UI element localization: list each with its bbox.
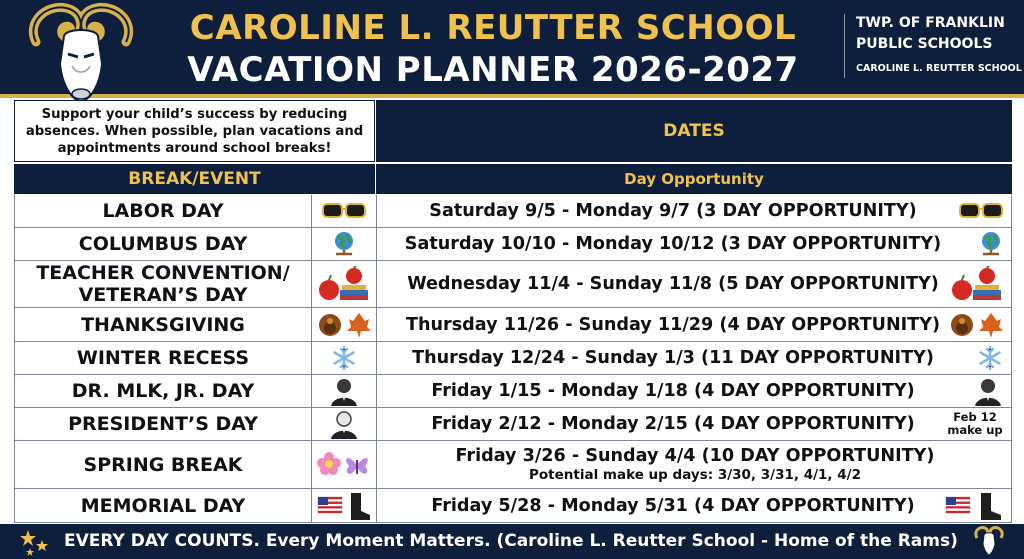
table-row — [14, 228, 1012, 261]
event-name: MEMORIAL DAY — [80, 494, 246, 517]
event-dates-text: Saturday 10/10 - Monday 10/12 (3 DAY OPPORTUNITY) — [404, 234, 942, 254]
sunglasses-icon — [311, 195, 376, 227]
flag-boot-icon — [311, 489, 376, 522]
event-name-line2: VETERAN’S DAY — [78, 284, 248, 306]
event-dates — [376, 375, 1013, 407]
event-dates — [376, 408, 1013, 440]
event-dates — [376, 228, 1013, 260]
header-vertical-divider — [844, 14, 845, 78]
snowflake-icon — [311, 342, 376, 374]
mlk-portrait-icon — [973, 376, 1003, 406]
district-school-line: CAROLINE L. REUTTER SCHOOL — [856, 63, 1022, 74]
district-name-line2: PUBLIC SCHOOLS — [856, 36, 993, 52]
makeup-note-line1: Feb 12 — [953, 410, 997, 424]
support-message-line1: Support your child’s success by reducing — [41, 107, 348, 122]
mlk-portrait-icon — [311, 375, 376, 407]
event-dates-text: Saturday 9/5 - Monday 9/7 (3 DAY OPPORTUNITY) — [429, 201, 917, 221]
event-dates — [376, 342, 1013, 374]
event-dates-text: Thursday 11/26 - Sunday 11/29 (4 DAY OPPORTUNITY) — [405, 314, 941, 335]
support-message-line3: appointments around school breaks! — [57, 141, 332, 156]
event-dates-text: Wednesday 11/4 - Sunday 11/8 (5 DAY OPPORTUNITY) — [407, 274, 939, 294]
flower-butterfly-icon — [311, 441, 376, 488]
table-row — [14, 308, 1012, 342]
event-dates — [376, 261, 1013, 307]
globe-icon — [311, 228, 376, 260]
planner-title: VACATION PLANNER 2026-2027 — [187, 50, 799, 90]
event-dates-text: Friday 5/28 - Monday 5/31 (4 DAY OPPORTUNITY) — [431, 495, 915, 516]
event-dates — [376, 195, 1013, 227]
support-message — [14, 100, 375, 162]
table-row — [14, 441, 1012, 489]
event-name: LABOR DAY — [102, 200, 224, 222]
snowflake-icon — [977, 345, 1003, 371]
flag-boot-icon — [945, 491, 1003, 521]
table-row — [14, 342, 1012, 375]
event-dates-text: Friday 1/15 - Monday 1/18 (4 DAY OPPORTUNITY) — [431, 381, 915, 401]
makeup-note — [943, 411, 1007, 437]
event-name: WINTER RECESS — [76, 347, 250, 369]
event-name: PRESIDENT’S DAY — [68, 413, 258, 435]
event-name: COLUMBUS DAY — [78, 233, 248, 255]
support-message-line2: absences. When possible, plan vacations and — [25, 124, 364, 139]
event-name: SPRING BREAK — [83, 453, 243, 476]
apples-books-icon — [311, 261, 376, 307]
turkey-leaf-icon — [949, 311, 1003, 339]
stars-icon — [20, 528, 50, 556]
table-row — [14, 408, 1012, 441]
event-name: THANKSGIVING — [81, 313, 245, 336]
table-row — [14, 489, 1012, 523]
school-name-title: CAROLINE L. REUTTER SCHOOL — [189, 8, 797, 48]
apples-books-icon — [951, 266, 1003, 302]
district-name-line1: TWP. OF FRANKLIN — [856, 15, 1005, 31]
sunglasses-icon — [959, 201, 1003, 221]
table-row — [14, 375, 1012, 408]
makeup-days-text: Potential make up days: 3/30, 3/31, 4/1, 4/2 — [529, 467, 861, 483]
footer-slogan: EVERY DAY COUNTS. Every Moment Matters. (Caroline L. Reutter School - Home of the Rams) — [64, 531, 958, 551]
washington-portrait-icon — [311, 408, 376, 440]
globe-icon — [979, 230, 1003, 258]
makeup-note-line2: make up — [947, 423, 1003, 437]
event-dates-text: Thursday 12/24 - Sunday 1/3 (11 DAY OPPORTUNITY) — [412, 348, 934, 368]
event-name-line1: TEACHER CONVENTION/ — [36, 262, 290, 284]
header-divider — [0, 94, 1024, 98]
table-row — [14, 261, 1012, 308]
turkey-leaf-icon — [311, 308, 376, 341]
event-name — [15, 261, 311, 307]
ram-logo-icon — [972, 526, 1006, 556]
event-dates-text — [456, 446, 935, 483]
footer-banner — [0, 524, 1024, 559]
ram-logo-icon — [22, 2, 140, 110]
break-event-column-header: BREAK/EVENT — [14, 164, 375, 194]
event-dates — [376, 441, 1013, 488]
event-dates — [376, 489, 1013, 522]
table-row — [14, 195, 1012, 228]
event-dates-text: Friday 2/12 - Monday 2/15 (4 DAY OPPORTUNITY) — [431, 414, 915, 434]
dates-header: DATES — [376, 100, 1012, 162]
event-name: DR. MLK, JR. DAY — [71, 380, 255, 402]
day-opportunity-column-header: Day Opportunity — [376, 164, 1012, 194]
event-dates — [376, 308, 1013, 341]
event-dates-main: Friday 3/26 - Sunday 4/4 (10 DAY OPPORTUNITY) — [455, 446, 935, 466]
